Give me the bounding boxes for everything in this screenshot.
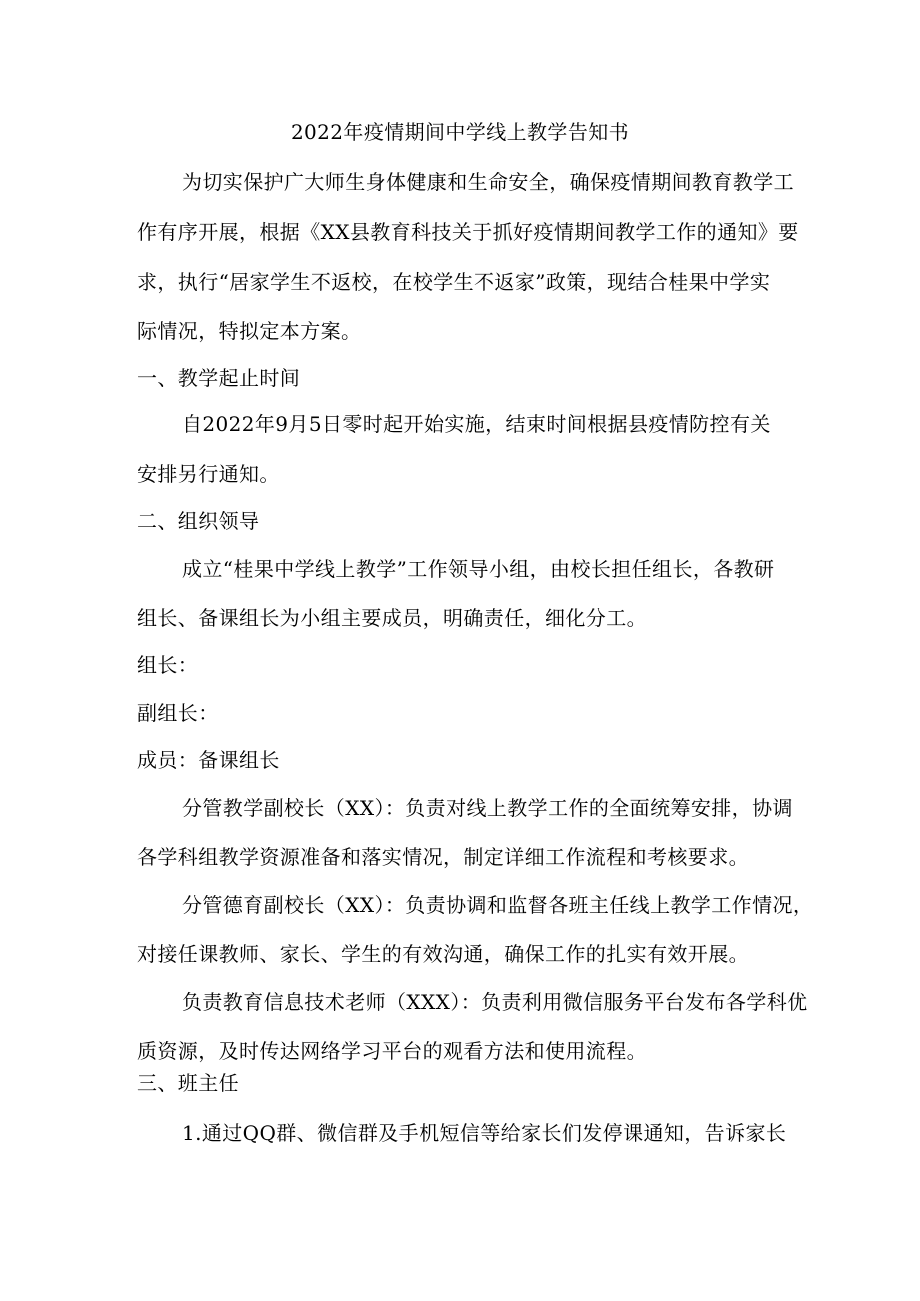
members-line: 成员：备课组长: [137, 748, 280, 772]
paragraph-line: 作有序开展，根据《XX县教育科技关于抓好疫情期间教学工作的通知》要: [137, 220, 799, 244]
paragraph-line: 对接任课教师、家长、学生的有效沟通，确保工作的扎实有效开展。: [137, 942, 749, 966]
paragraph-line: 自2022年9月5日零时起开始实施，结束时间根据县疫情防控有关: [182, 412, 771, 436]
paragraph-line: 分管教学副校长（XX）：负责对线上教学工作的全面统筹安排，协调: [182, 796, 793, 820]
paragraph-line: 质资源，及时传达网络学习平台的观看方法和使用流程。: [137, 1039, 647, 1063]
document-title: 2022年疫情期间中学线上教学告知书: [290, 120, 630, 144]
paragraph-line: 成立“桂果中学线上教学”工作领导小组，由校长担任组长，各教研: [182, 557, 775, 581]
section-heading: 一、教学起止时间: [137, 366, 301, 390]
paragraph-line: 1.通过QQ群、微信群及手机短信等给家长们发停课通知，告诉家长: [182, 1121, 787, 1145]
paragraph-line: 际情况，特拟定本方案。: [137, 319, 362, 343]
section-heading: 二、组织领导: [137, 509, 260, 533]
section-heading: 三、班主任: [137, 1071, 239, 1095]
paragraph-line: 各学科组教学资源准备和落实情况，制定详细工作流程和考核要求。: [137, 845, 749, 869]
paragraph-line: 负责教育信息技术老师（XXX）：负责利用微信服务平台发布各学科优: [182, 990, 808, 1014]
deputy-leader-line: 副组长：: [137, 701, 219, 725]
leader-line: 组长：: [137, 653, 199, 677]
paragraph-line: 求，执行“居家学生不返校，在校学生不返家”政策，现结合桂果中学实: [137, 270, 771, 294]
paragraph-line: 组长、备课组长为小组主要成员，明确责任，细化分工。: [137, 606, 647, 630]
paragraph-line: 安排另行通知。: [137, 462, 280, 486]
paragraph-line: 分管德育副校长（XX）：负责协调和监督各班主任线上教学工作情况，: [182, 893, 814, 917]
paragraph-line: 为切实保护广大师生身体健康和生命安全，确保疫情期间教育教学工: [182, 170, 794, 194]
